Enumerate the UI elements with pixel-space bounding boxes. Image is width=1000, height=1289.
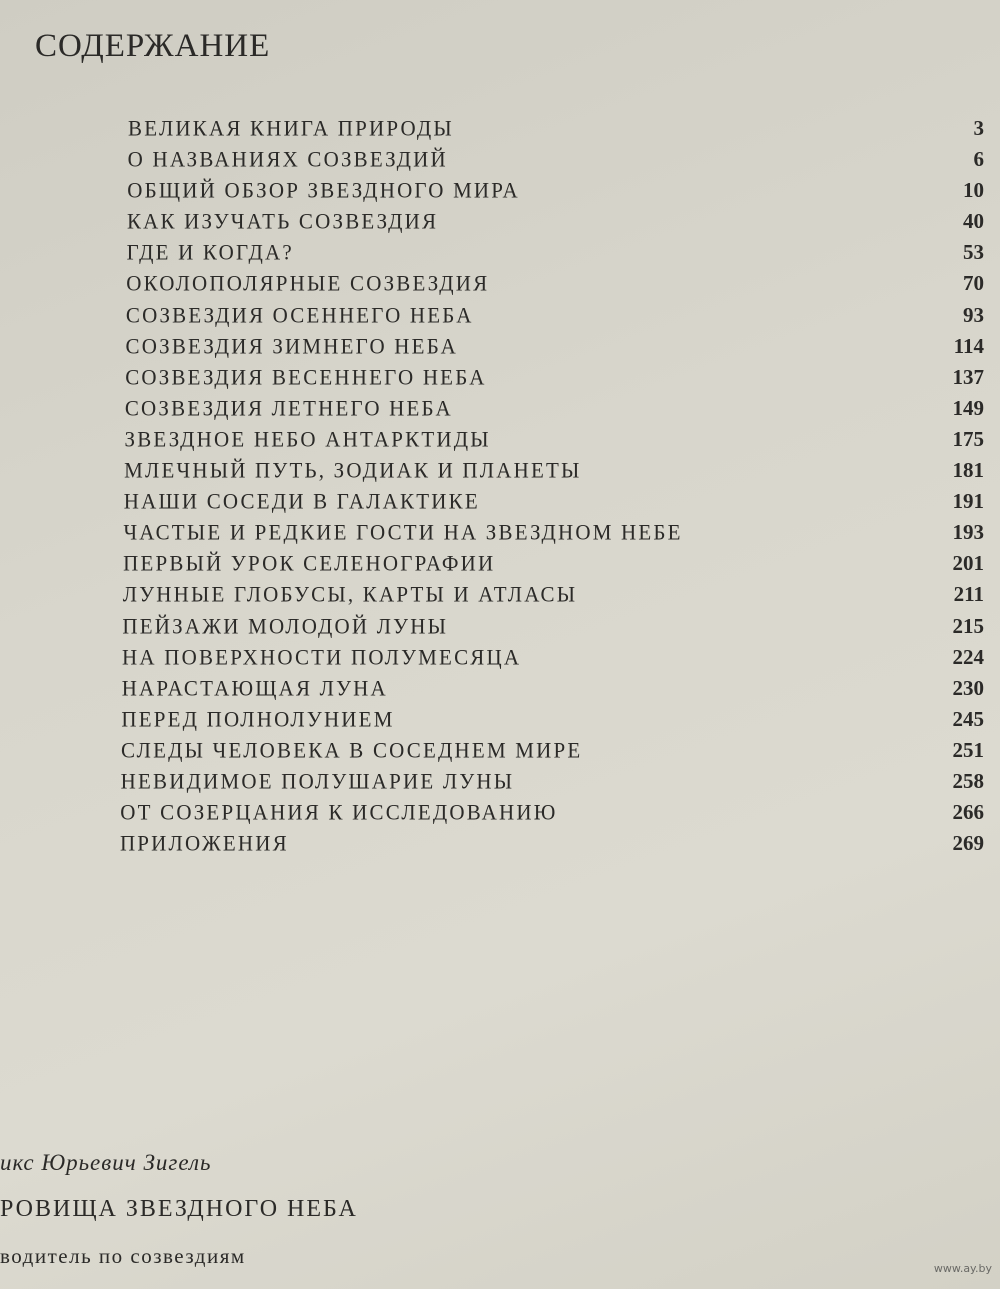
toc-entry-page: 201 bbox=[952, 551, 984, 576]
table-of-contents bbox=[0, 116, 1000, 862]
toc-entry bbox=[0, 271, 1000, 302]
toc-entry-page: 10 bbox=[963, 178, 984, 203]
toc-entry-title: КАК ИЗУЧАТЬ СОЗВЕЗДИЯ bbox=[126, 208, 439, 234]
toc-entry-title: ПЕРЕД ПОЛНОЛУНИЕМ bbox=[121, 706, 395, 732]
toc-entry-title: СОЗВЕЗДИЯ ЗИМНЕГО НЕБА bbox=[125, 333, 459, 359]
toc-entry-page: 181 bbox=[952, 458, 984, 483]
toc-entry bbox=[0, 738, 1000, 769]
toc-entry-page: 266 bbox=[952, 800, 984, 825]
toc-entry bbox=[0, 458, 1000, 489]
toc-entry bbox=[0, 178, 1000, 209]
toc-entry-title: ОТ СОЗЕРЦАНИЯ К ИССЛЕДОВАНИЮ bbox=[120, 799, 558, 825]
toc-entry-page: 40 bbox=[963, 209, 984, 234]
book-subtitle: водитель по созвездиям bbox=[0, 1244, 246, 1268]
toc-entry-title: ЧАСТЫЕ И РЕДКИЕ ГОСТИ НА ЗВЕЗДНОМ НЕБЕ bbox=[123, 519, 683, 545]
toc-entry-page: 245 bbox=[952, 706, 984, 731]
toc-entry bbox=[0, 396, 1000, 427]
toc-entry-page: 53 bbox=[963, 240, 984, 265]
toc-entry-title: ПЕЙЗАЖИ МОЛОДОЙ ЛУНЫ bbox=[122, 612, 449, 639]
toc-entry bbox=[0, 707, 1000, 738]
toc-entry bbox=[0, 520, 1000, 551]
watermark: www.ay.by bbox=[933, 1262, 992, 1275]
toc-entry-page: 3 bbox=[973, 116, 984, 140]
toc-entry-title: ЗВЕЗДНОЕ НЕБО АНТАРКТИДЫ bbox=[124, 426, 491, 452]
toc-entry bbox=[0, 645, 1000, 676]
toc-entry-title: ГДЕ И КОГДА? bbox=[126, 239, 294, 265]
toc-entry-page: 93 bbox=[963, 302, 984, 327]
toc-entry bbox=[0, 240, 1000, 271]
toc-entry bbox=[0, 489, 1000, 520]
toc-entry-page: 193 bbox=[952, 520, 984, 545]
toc-entry bbox=[0, 614, 1000, 645]
toc-entry-page: 215 bbox=[952, 613, 984, 638]
toc-entry-page: 224 bbox=[952, 644, 984, 669]
toc-entry bbox=[0, 365, 1000, 396]
toc-entry-page: 191 bbox=[952, 489, 984, 514]
toc-entry-page: 149 bbox=[952, 395, 984, 420]
toc-entry-title: О НАЗВАНИЯХ СОЗВЕЗДИЙ bbox=[127, 146, 448, 172]
toc-entry-page: 230 bbox=[952, 675, 984, 700]
toc-entry bbox=[0, 303, 1000, 334]
toc-entry bbox=[0, 116, 1000, 147]
toc-entry bbox=[0, 769, 1000, 800]
toc-entry bbox=[0, 831, 1000, 862]
toc-entry bbox=[0, 334, 1000, 365]
toc-entry-title: ОКОЛОПОЛЯРНЫЕ СОЗВЕЗДИЯ bbox=[126, 270, 490, 297]
toc-entry-page: 211 bbox=[953, 582, 984, 607]
toc-entry-title: НАШИ СОСЕДИ В ГАЛАКТИКЕ bbox=[123, 488, 480, 514]
toc-entry-title: ОБЩИЙ ОБЗОР ЗВЕЗДНОГО МИРА bbox=[127, 177, 520, 203]
toc-entry-page: 137 bbox=[952, 364, 984, 389]
toc-entry-title: ВЕЛИКАЯ КНИГА ПРИРОДЫ bbox=[128, 115, 454, 141]
toc-entry-page: 6 bbox=[973, 147, 984, 172]
toc-entry-page: 251 bbox=[952, 737, 984, 762]
toc-entry-title: НАРАСТАЮЩАЯ ЛУНА bbox=[121, 675, 388, 701]
toc-entry bbox=[0, 147, 1000, 178]
toc-entry-title: СОЗВЕЗДИЯ ОСЕННЕГО НЕБА bbox=[125, 301, 474, 328]
toc-entry bbox=[0, 800, 1000, 831]
toc-entry-title: СЛЕДЫ ЧЕЛОВЕКА В СОСЕДНЕМ МИРЕ bbox=[121, 737, 583, 763]
toc-entry bbox=[0, 582, 1000, 613]
page-title: СОДЕРЖАНИЕ bbox=[35, 28, 271, 64]
toc-entry-title: СОЗВЕЗДИЯ ЛЕТНЕГО НЕБА bbox=[124, 395, 453, 421]
toc-entry bbox=[0, 209, 1000, 240]
toc-entry-title: ЛУННЫЕ ГЛОБУСЫ, КАРТЫ И АТЛАСЫ bbox=[122, 581, 578, 607]
toc-entry-title: НА ПОВЕРХНОСТИ ПОЛУМЕСЯЦА bbox=[122, 643, 522, 670]
toc-entry bbox=[0, 427, 1000, 458]
toc-entry bbox=[0, 551, 1000, 582]
toc-entry-page: 269 bbox=[952, 831, 984, 856]
toc-entry-page: 114 bbox=[953, 333, 984, 358]
toc-entry bbox=[0, 676, 1000, 707]
toc-entry-title: СОЗВЕЗДИЯ ВЕСЕННЕГО НЕБА bbox=[125, 364, 487, 390]
toc-entry-title: МЛЕЧНЫЙ ПУТЬ, ЗОДИАК И ПЛАНЕТЫ bbox=[124, 457, 582, 483]
toc-entry-page: 70 bbox=[963, 271, 984, 296]
toc-entry-page: 258 bbox=[952, 768, 984, 793]
book-title: РОВИЩА ЗВЕЗДНОГО НЕБА bbox=[0, 1196, 358, 1222]
toc-entry-title: ПЕРВЫЙ УРОК СЕЛЕНОГРАФИИ bbox=[123, 550, 496, 576]
toc-entry-page: 175 bbox=[952, 426, 984, 451]
toc-entry-title: ПРИЛОЖЕНИЯ bbox=[119, 830, 289, 856]
author-name: икс Юрьевич Зигель bbox=[0, 1150, 212, 1175]
toc-entry-title: НЕВИДИМОЕ ПОЛУШАРИЕ ЛУНЫ bbox=[120, 768, 515, 794]
